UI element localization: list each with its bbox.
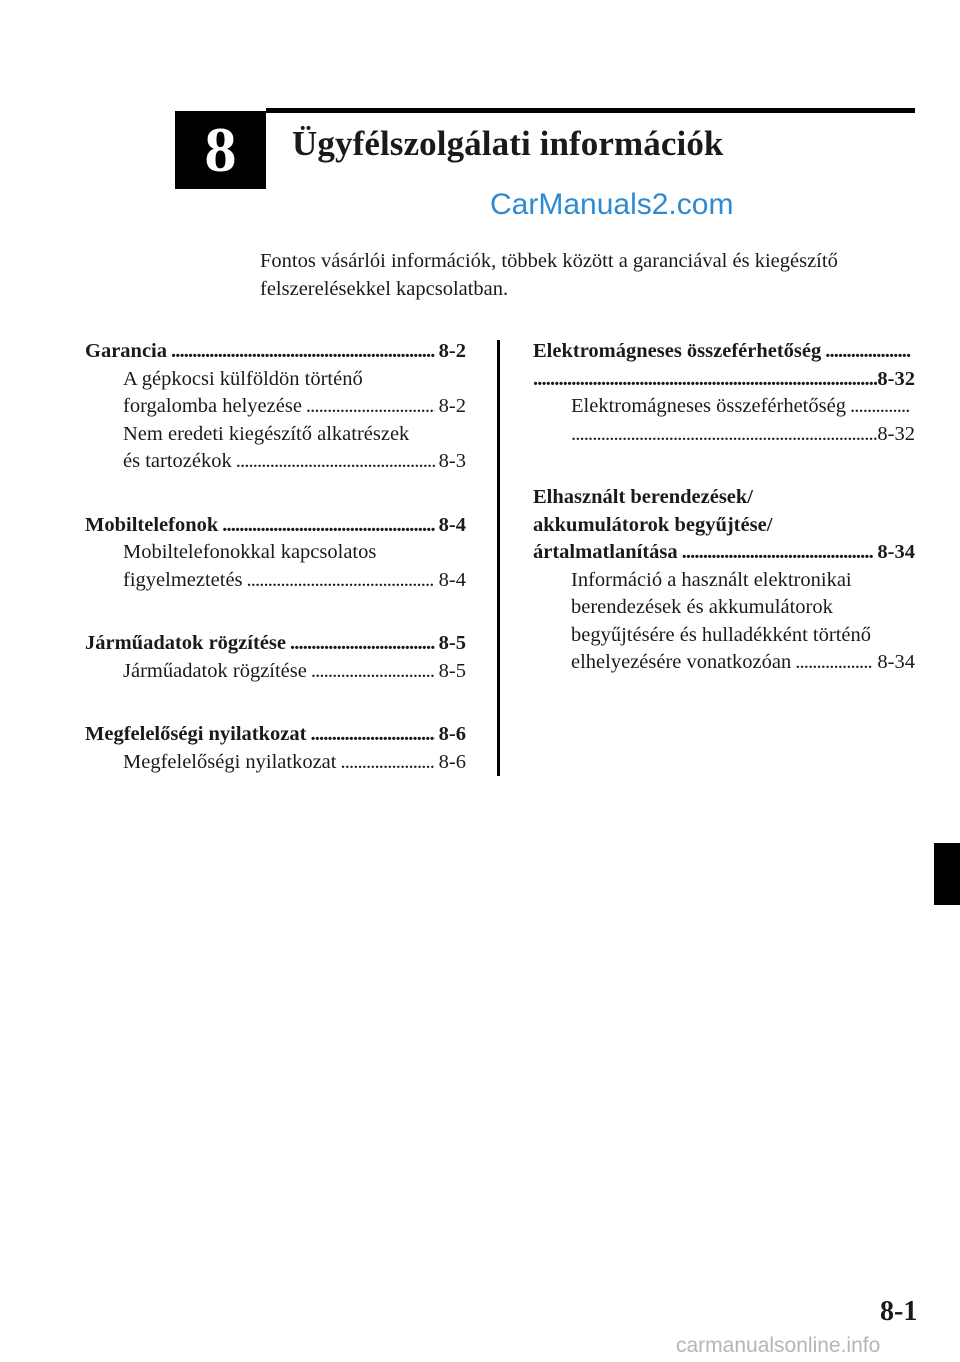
toc-sub-link[interactable] [85,366,466,421]
intro-line: Fontos vásárlói információk, többek között a garanciával és kiegészítő [260,250,838,272]
toc-page: 8-2 [438,395,466,417]
toc-title: Garancia [85,340,167,362]
toc-sub-text: berendezések és akkumulátorok [571,596,833,618]
toc-main-link-garancia[interactable] [85,338,466,366]
dot-leader [340,749,434,777]
footer-watermark: carmanualsonline.info [676,1334,881,1357]
toc-title: ártalmatlanítása [533,541,678,563]
toc-page: 8-5 [438,632,466,654]
toc-sub-text: elhelyezésére vonatkozóan [571,651,792,673]
page-number: 8-1 [880,1296,918,1327]
toc-main-link-elhasznalt[interactable] [533,484,915,567]
toc-page: 8-6 [438,723,466,745]
toc-sub-link[interactable] [85,421,466,476]
toc-title: akkumulátorok begyűjtése/ [533,513,773,536]
toc-sub-text: figyelmeztetés [123,568,243,591]
toc-main-link-emc[interactable] [533,338,915,393]
dot-leader [795,649,873,677]
toc-sub-text: és tartozékok [123,450,232,472]
chapter-intro [260,247,920,303]
chapter-number-badge: 8 [175,111,266,189]
toc-title: Elhasznált berendezések/ [533,486,753,508]
toc-page: 8-4 [438,568,466,591]
toc-page: 8-2 [438,340,466,362]
toc-sub-link[interactable] [533,393,915,448]
toc-title: Járműadatok rögzítése [85,632,286,654]
toc-main-link-jarmuadatok[interactable] [85,630,466,658]
toc-sub-text: forgalomba helyezése [123,395,302,417]
toc-sub-text: Nem eredeti kiegészítő alkatrészek [123,422,410,445]
toc-page: 8-32 [877,422,915,445]
toc-sub-text: Mobiltelefonokkal kapcsolatos [123,541,377,563]
toc-section-jarmuadatok [85,630,466,685]
toc-section-emc [533,338,915,448]
dot-leader [825,338,911,366]
toc-sub-text: Elektromágneses összeférhetőség [571,395,846,417]
toc-page: 8-34 [877,541,915,563]
toc-section-garancia [85,338,466,476]
column-divider [497,340,500,776]
dot-leader [247,567,435,595]
toc-sub-link[interactable] [85,749,466,777]
toc-page: 8-3 [438,450,466,472]
toc-title: Mobiltelefonok [85,513,219,536]
title-rule [266,108,915,113]
dot-leader [290,630,435,658]
dot-leader [222,512,434,540]
dot-leader [171,338,435,366]
dot-leader [236,448,435,476]
toc-title: Elektromágneses összeférhetőség [533,340,822,362]
toc-section-megfeleloseg [85,721,466,776]
intro-line: felszerelésekkel kapcsolatban. [260,278,509,300]
toc-sub-text: Megfelelőségi nyilatkozat [123,750,337,773]
dot-leader [310,721,434,749]
chapter-title: Ügyfélszolgálati információk [292,124,724,163]
dot-leader [682,539,874,567]
dot-leader [533,366,877,394]
toc-page: 8-4 [438,513,466,536]
toc-right-column [533,338,915,713]
toc-sub-text: begyűjtésére és hulladékként történő [571,623,871,646]
toc-sub-link[interactable] [85,658,466,686]
chapter-tab-marker [934,843,960,905]
dot-leader [571,421,877,449]
toc-sub-text: Járműadatok rögzítése [123,659,307,682]
toc-page: 8-6 [438,750,466,773]
toc-sub-text: A gépkocsi külföldön történő [123,367,363,390]
dot-leader [311,658,435,686]
toc-sub-link[interactable] [85,539,466,594]
toc-section-mobiltelefonok [85,512,466,595]
toc-page: 8-5 [438,659,466,682]
toc-main-link-mobiltelefonok[interactable] [85,512,466,540]
toc-page: 8-32 [877,367,915,390]
toc-sub-link[interactable] [533,567,915,677]
dot-leader [850,393,911,421]
toc-page: 8-34 [877,651,915,673]
toc-title: Megfelelőségi nyilatkozat [85,723,307,745]
toc-main-link-megfeleloseg[interactable] [85,721,466,749]
toc-sub-text: Információ a használt elektronikai [571,568,852,591]
dot-leader [306,393,435,421]
toc-left-column [85,338,466,812]
watermark-logo: CarManuals2.com [490,188,734,221]
toc-section-elhasznalt [533,484,915,677]
